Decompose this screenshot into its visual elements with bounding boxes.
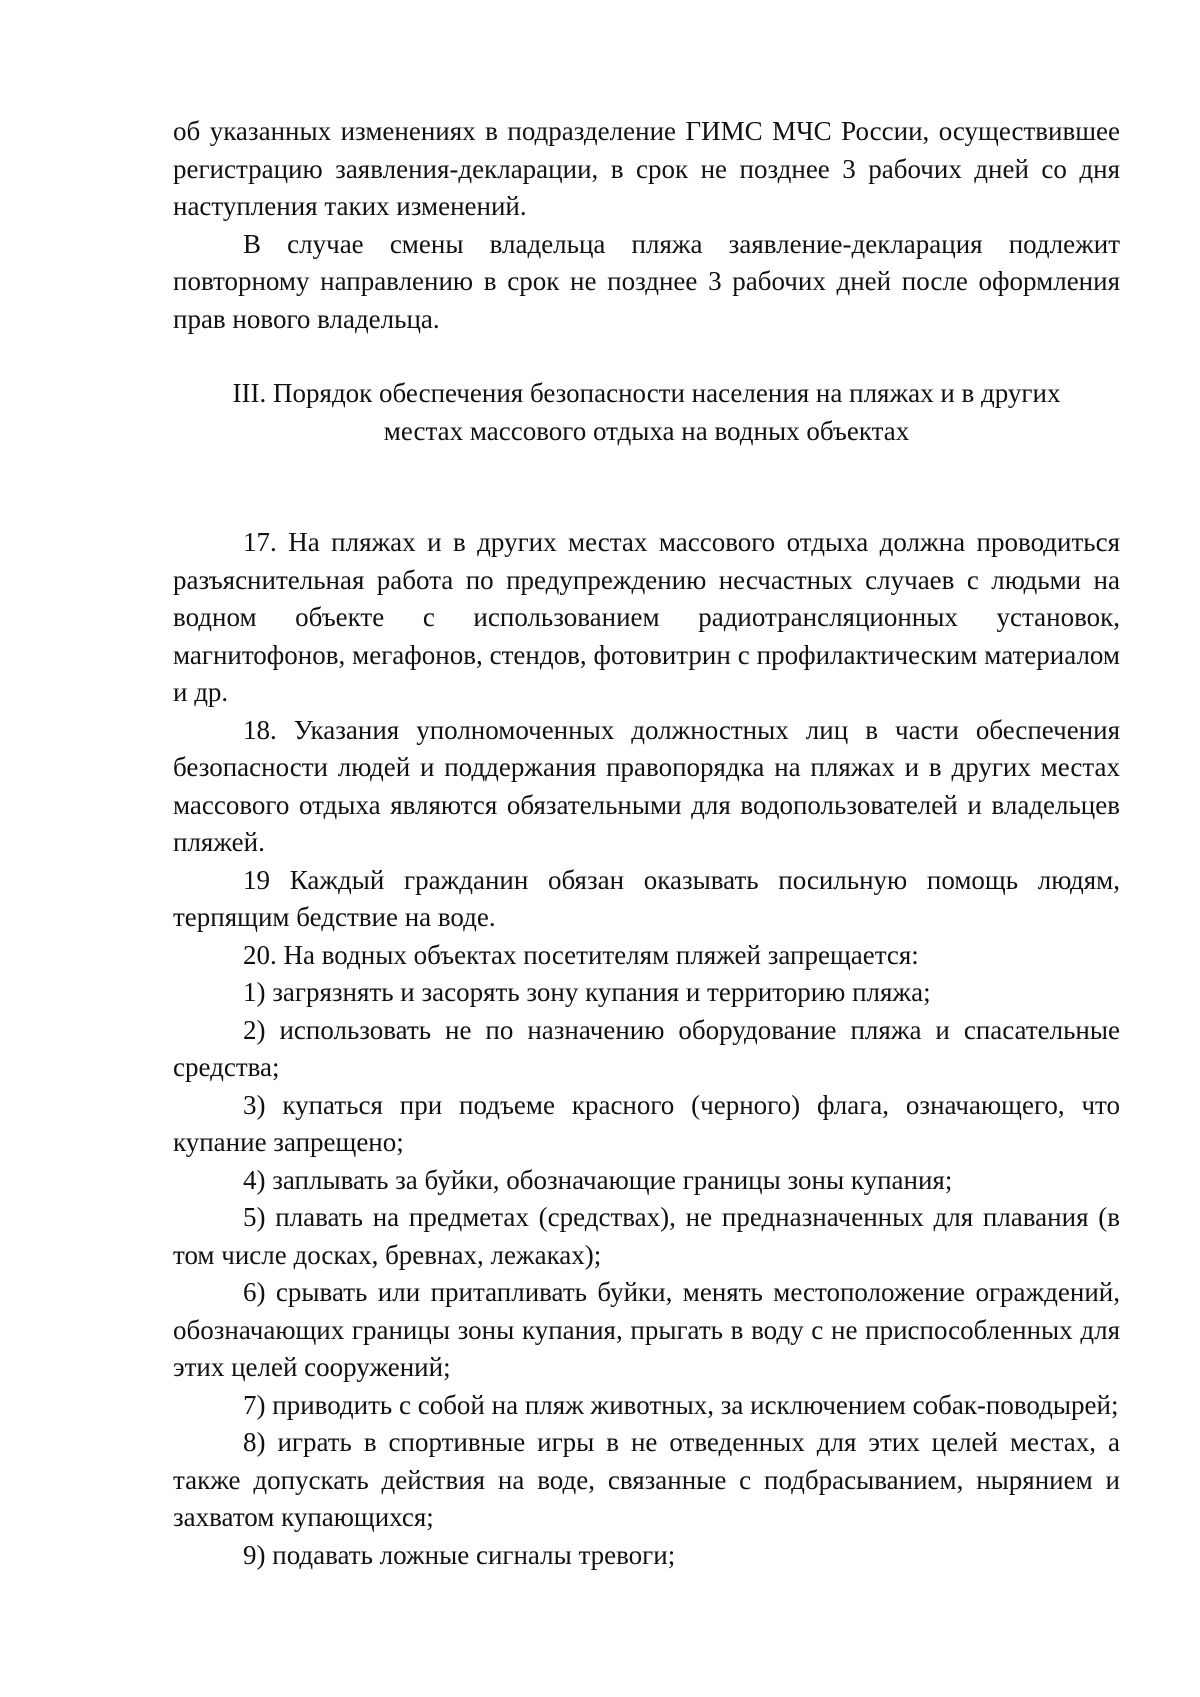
subitem-9: 9) подавать ложные сигналы тревоги; <box>243 1539 676 1570</box>
subitem-2: 2) использовать не по назначению оборудование пляжа и спасательные средства; <box>173 1014 1120 1082</box>
subitem-1: 1) загрязнять и засорять зону купания и территорию пляжа; <box>243 977 931 1007</box>
subitem-5: 5) плавать на предметах (средствах), не предназначенных для плавания (в том числе досках, бревнах, лежаках); <box>173 1202 1120 1270</box>
subitem-8: 8) играть в спортивные игры в не отведенных для этих целей местах, а также допускать действия на воде, связанные с подбрасыванием, нырянием и захватом купающихся; <box>173 1427 1120 1532</box>
paragraph-continuation: об указанных изменениях в подразделение ГИМС МЧС России, осуществившее регистрацию заявления-декларации, в срок не позднее 3 рабочих дней со дня наступления таких изменений. <box>173 116 1120 221</box>
paragraph-owner-change: В случае смены владельца пляжа заявление-декларация подлежит повторному направлению в срок не позднее 3 рабочих дней после оформления прав нового владельца. <box>173 228 1120 334</box>
subitem-4: 4) заплывать за буйки, обозначающие границы зоны купания; <box>243 1164 953 1195</box>
subitem-6: 6) срывать или притапливать буйки, менять местоположение ограждений, обозначающих границы зоны купания, прыгать в воду с не приспособленных для этих целей сооружений; <box>173 1277 1120 1382</box>
item-17: 17. На пляжах и в других местах массового отдыха должна проводиться разъяснительная работа по предупреждению несчастных случаев с людьми на водном объекте с использованием радиотрансляционных установок, магнитофонов, мегафонов, стендов, фотовитрин с профилактическим материалом и др. <box>173 527 1120 707</box>
item-20: 20. На водных объектах посетителям пляжей запрещается: <box>243 939 919 970</box>
subitem-3: 3) купаться при подъеме красного (черного) флага, означающего, что купание запрещено; <box>173 1089 1120 1157</box>
subitem-7: 7) приводить с собой на пляж животных, за исключением собак-поводырей; <box>243 1389 1119 1420</box>
section-heading <box>173 375 1120 450</box>
item-19: 19 Каждый гражданин обязан оказывать посильную помощь людям, терпящим бедствие на воде. <box>173 864 1120 932</box>
document-page <box>173 113 1120 1574</box>
section-heading-line-2: местах массового отдыха на водных объектах <box>383 415 910 446</box>
item-18: 18. Указания уполномоченных должностных лиц в части обеспечения безопасности людей и поддержания правопорядка на пляжах и в других местах массового отдыха являются обязательными для водопользователей и владельцев пляжей. <box>173 714 1120 857</box>
section-heading-line-1: III. Порядок обеспечения безопасности населения на пляжах и в других <box>232 378 1061 408</box>
